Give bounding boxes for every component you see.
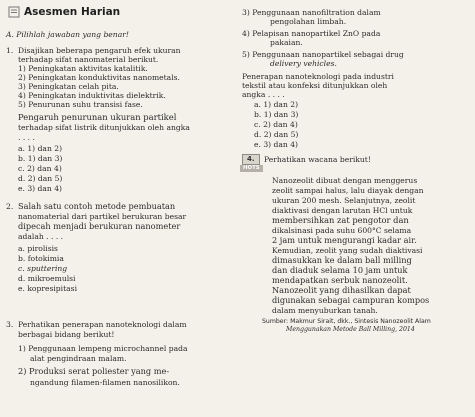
q1-item-1: 1) Peningkatan aktivitas katalitik. xyxy=(18,64,148,73)
page-title: Asesmen Harian xyxy=(24,6,121,18)
q4-passage-line: Kemudian, zeolit yang sudah diaktivasi xyxy=(272,246,423,255)
q4-passage-line: diaktivasi dengan larutan HCl untuk xyxy=(272,206,413,215)
q4-source-line-2: Menggunakan Metode Ball Milling, 2014 xyxy=(286,326,415,333)
q1-prompt-line-3: . . . . xyxy=(18,133,35,142)
q2-option-a[interactable]: a. pirolisis xyxy=(18,244,58,253)
q3-line-1: Perhatikan penerapan nanoteknologi dalam xyxy=(18,320,187,329)
q3-item-4-line-1: 4) Pelapisan nanopartikel ZnO pada xyxy=(242,29,381,38)
q3-number: 3. xyxy=(6,320,14,329)
q3-prompt-line-3: angka . . . . xyxy=(242,90,285,99)
q2-line-2: nanomaterial dari partikel berukuran besar xyxy=(18,212,187,221)
q1-item-5: 5) Penurunan suhu transisi fase. xyxy=(18,100,143,109)
q4-passage-line: ukuran 200 mesh. Selanjutnya, zeolit xyxy=(272,196,416,205)
q3-item-2-line-2: ngandung filamen-filamen nanosilikon. xyxy=(30,378,180,387)
q3-option-e[interactable]: e. 3) dan 4) xyxy=(254,140,299,149)
q3-item-1-line-2: alat pengindraan malam. xyxy=(30,354,127,363)
q1-number: 1. xyxy=(6,46,14,55)
q4-passage-line: dan diaduk selama 10 jam untuk xyxy=(272,265,408,275)
q4-title: Perhatikan wacana berikut! xyxy=(264,155,371,164)
q1-option-b[interactable]: b. 1) dan 3) xyxy=(18,154,63,163)
q3-item-1-line-1: 1) Penggunaan lempeng microchannel pada xyxy=(18,344,188,353)
q2-line-4: adalah . . . . xyxy=(18,232,64,241)
q1-option-c[interactable]: c. 2) dan 4) xyxy=(18,164,62,173)
q3-prompt-line-2: tekstil atau konfeksi ditunjukkan oleh xyxy=(242,81,388,90)
q3-option-a[interactable]: a. 1) dan 2) xyxy=(254,100,299,109)
q4-passage-line: dikalsinasi pada suhu 600°C selama xyxy=(272,226,412,235)
q3-option-b[interactable]: b. 1) dan 3) xyxy=(254,110,299,119)
q3-option-c[interactable]: c. 2) dan 4) xyxy=(254,120,298,129)
q1-option-d[interactable]: d. 2) dan 5) xyxy=(18,174,63,183)
q1-stem-line-2: terhadap sifat nanomaterial berikut. xyxy=(18,55,159,64)
q3-item-5-line-2: delivery vehicles. xyxy=(270,59,337,68)
q2-option-b[interactable]: b. fotokimia xyxy=(18,254,64,263)
q2-line-3: dipecah menjadi berukuran nanometer xyxy=(18,221,181,231)
q1-option-e[interactable]: e. 3) dan 4) xyxy=(18,184,63,193)
q4-number-badge: 4. xyxy=(242,154,260,165)
q2-number: 2. xyxy=(6,202,14,211)
q1-prompt-line-2: terhadap sifat listrik ditunjukkan oleh angka xyxy=(18,123,190,132)
q1-prompt-line-1: Pengaruh penurunan ukuran partikel xyxy=(18,112,177,122)
q4-passage-line: Nanozeolit dibuat dengan menggerus xyxy=(272,176,418,185)
q1-stem-line-1: Disajikan beberapa pengaruh efek ukuran xyxy=(18,46,181,55)
assessment-icon xyxy=(8,6,20,18)
q2-option-e[interactable]: e. kopresipitasi xyxy=(18,284,77,293)
q4-passage-line: Nanozeolit yang dihasilkan dapat xyxy=(272,285,411,295)
q1-option-a[interactable]: a. 1) dan 2) xyxy=(18,144,63,153)
hots-badge: HOTS xyxy=(240,165,263,172)
q1-item-4: 4) Peningkatan induktivitas dielektrik. xyxy=(18,91,166,100)
q4-passage-line: dalam menyuburkan tanah. xyxy=(272,306,378,315)
q3-option-d[interactable]: d. 2) dan 5) xyxy=(254,130,299,139)
q4-passage-line: mendapatkan serbuk nanozeolit. xyxy=(272,275,408,285)
q3-item-2-line-1: 2) Produksi serat poliester yang me- xyxy=(18,366,170,376)
q3-item-3-line-1: 3) Penggunaan nanofiltration dalam xyxy=(242,8,381,17)
q4-passage-line: digunakan sebagai campuran kompos xyxy=(272,295,430,305)
q3-prompt-line-1: Penerapan nanoteknologi pada industri xyxy=(242,72,394,81)
q4-passage-line: dimasukkan ke dalam ball milling xyxy=(272,255,412,265)
section-a-instruction: A. Pilihlah jawaban yang benar! xyxy=(6,30,129,39)
q4-passage-line: membersihkan zat pengotor dan xyxy=(272,215,409,225)
q1-item-2: 2) Peningkatan konduktivitas nanometals. xyxy=(18,73,180,82)
q3-line-2: berbagai bidang berikut! xyxy=(18,330,115,339)
q4-passage-line: zeolit sampai halus, lalu diayak dengan xyxy=(272,186,424,195)
q3-item-5-line-1: 5) Penggunaan nanopartikel sebagai drug xyxy=(242,50,404,59)
q2-option-d[interactable]: d. mikroemulsi xyxy=(18,274,76,283)
q3-item-4-line-2: pakaian. xyxy=(270,38,303,47)
q2-option-c[interactable]: c. sputtering xyxy=(18,264,68,273)
q2-line-1: Salah satu contoh metode pembuatan xyxy=(18,201,176,211)
q3-item-3-line-2: pengolahan limbah. xyxy=(270,17,347,26)
q4-passage-line: 2 jam untuk mengurangi kadar air. xyxy=(272,235,417,245)
q4-source-line-1: Sumber: Makmur Sirait, dkk., Sintesis Nanozeolit Alam xyxy=(262,318,431,325)
q1-item-3: 3) Peningkatan celah pita. xyxy=(18,82,119,91)
